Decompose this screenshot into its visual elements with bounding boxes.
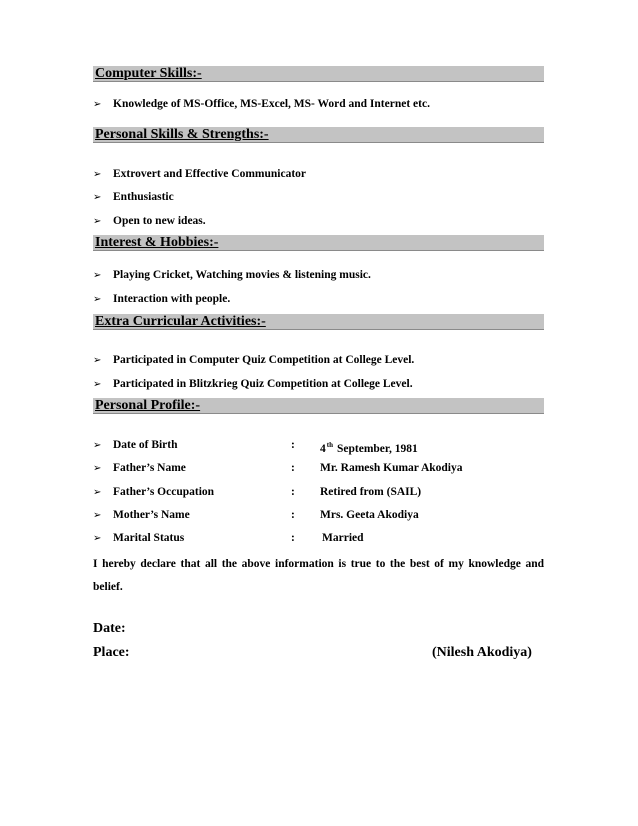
section-title: Personal Skills & Strengths:- <box>95 127 269 142</box>
list-item <box>93 213 206 230</box>
list-item <box>93 166 306 183</box>
profile-row-mothers-name <box>93 507 553 523</box>
profile-label <box>93 460 186 477</box>
arrow-bullet-icon: ➢ <box>93 463 102 474</box>
profile-row-date-of-birth <box>93 437 553 453</box>
arrow-bullet-icon: ➢ <box>93 533 102 544</box>
profile-label <box>93 530 184 547</box>
list-item <box>93 189 174 206</box>
section-title: Computer Skills:- <box>95 66 202 81</box>
list-item-text: Open to new ideas. <box>113 215 206 227</box>
list-item <box>93 267 371 284</box>
section-header-interests <box>93 235 544 251</box>
list-item-text: Knowledge of MS-Office, MS-Excel, MS- Word and Internet etc. <box>113 98 430 110</box>
profile-row-marital-status <box>93 530 553 546</box>
section-title: Extra Curricular Activities:- <box>95 314 266 329</box>
list-item-text: Enthusiastic <box>113 191 174 203</box>
arrow-bullet-icon: ➢ <box>93 510 102 521</box>
list-item <box>93 352 414 369</box>
date-label: Date: <box>93 621 126 636</box>
arrow-bullet-icon: ➢ <box>93 99 102 110</box>
profile-value <box>320 437 418 457</box>
arrow-bullet-icon: ➢ <box>93 487 102 498</box>
arrow-bullet-icon: ➢ <box>93 355 102 366</box>
profile-label <box>93 507 190 524</box>
section-title: Interest & Hobbies:- <box>95 235 219 250</box>
section-header-computer-skills <box>93 66 544 82</box>
section-title: Personal Profile:- <box>95 398 201 413</box>
list-item-text: Participated in Computer Quiz Competition at College Level. <box>113 354 415 366</box>
place-label: Place: <box>93 645 130 660</box>
list-item <box>93 291 230 308</box>
section-header-personal-skills <box>93 127 544 143</box>
profile-label <box>93 484 214 501</box>
birth-month-year: September, 1981 <box>336 443 418 455</box>
arrow-bullet-icon: ➢ <box>93 169 102 180</box>
arrow-bullet-icon: ➢ <box>93 294 102 305</box>
arrow-bullet-icon: ➢ <box>93 379 102 390</box>
profile-label-text: Date of Birth <box>113 439 178 451</box>
birth-day-suffix: th <box>326 441 333 449</box>
arrow-bullet-icon: ➢ <box>93 216 102 227</box>
profile-colon: : <box>291 486 295 498</box>
list-item-text: Playing Cricket, Watching movies & listening music. <box>113 269 371 281</box>
list-item <box>93 96 430 113</box>
list-item-text: Extrovert and Effective Communicator <box>113 168 307 180</box>
profile-label-text: Father’s Occupation <box>113 486 215 498</box>
profile-value: Mr. Ramesh Kumar Akodiya <box>320 462 463 474</box>
signature-name: (Nilesh Akodiya) <box>432 645 532 660</box>
profile-row-fathers-name <box>93 460 553 476</box>
arrow-bullet-icon: ➢ <box>93 270 102 281</box>
arrow-bullet-icon: ➢ <box>93 440 102 451</box>
list-item-text: Participated in Blitzkrieg Quiz Competition at College Level. <box>113 378 413 390</box>
profile-colon: : <box>291 532 295 544</box>
arrow-bullet-icon: ➢ <box>93 192 102 203</box>
list-item <box>93 376 413 393</box>
profile-label <box>93 437 178 454</box>
list-item-text: Interaction with people. <box>113 293 231 305</box>
declaration-text: I hereby declare that all the above information is true to the best of my knowledge and belief. <box>93 558 544 593</box>
profile-label-text: Marital Status <box>113 532 185 544</box>
profile-value: Mrs. Geeta Akodiya <box>320 509 419 521</box>
section-header-personal-profile <box>93 398 544 414</box>
profile-colon: : <box>291 439 295 451</box>
profile-value: Married <box>322 532 364 544</box>
profile-value: Retired from (SAIL) <box>320 486 422 498</box>
profile-colon: : <box>291 509 295 521</box>
profile-row-fathers-occupation <box>93 484 553 500</box>
profile-colon: : <box>291 462 295 474</box>
profile-label-text: Father’s Name <box>113 462 186 474</box>
birth-day: 4 <box>320 443 326 455</box>
section-header-extra-curricular <box>93 314 544 330</box>
profile-label-text: Mother’s Name <box>113 509 190 521</box>
